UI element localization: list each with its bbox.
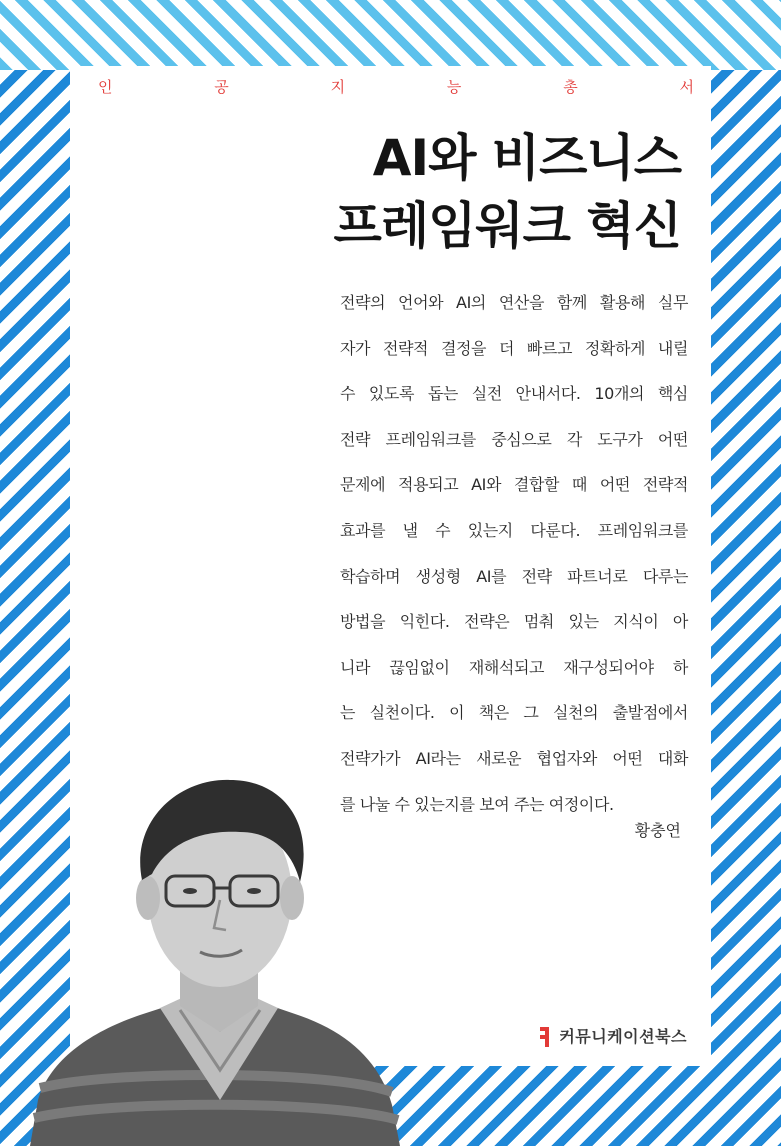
description-line: 니라 끊임없이 재해석되고 재구성되어야 하 bbox=[340, 657, 688, 677]
book-description bbox=[340, 280, 688, 827]
title-line-1: AI와 비즈니스 bbox=[372, 129, 681, 187]
description-line: 자가 전략적 결정을 더 빠르고 정확하게 내릴 bbox=[340, 338, 688, 358]
description-line: 방법을 익힌다. 전략은 멈춰 있는 지식이 아 bbox=[340, 612, 688, 632]
publisher-name: 커뮤니케이션북스 bbox=[559, 1027, 687, 1046]
series-char: 지 bbox=[330, 78, 346, 96]
description-line: 는 실천이다. 이 책은 그 실천의 출발점에서 bbox=[340, 703, 688, 723]
description-line: 전략 프레임워크를 중심으로 각 도구가 어떤 bbox=[340, 429, 688, 449]
book-title bbox=[333, 124, 681, 260]
publisher-logo-icon bbox=[540, 1025, 552, 1047]
description-line: 학습하며 생성형 AI를 전략 파트너로 다루는 bbox=[340, 566, 688, 586]
description-line: 효과를 낼 수 있는지 다룬다. 프레임워크를 bbox=[340, 520, 688, 540]
author-name: 황충연 bbox=[634, 821, 681, 840]
series-char: 인 bbox=[98, 78, 113, 96]
series-label bbox=[98, 76, 694, 97]
description-line: 를 나눌 수 있는지를 보여 주는 여정이다. bbox=[340, 794, 614, 814]
author-portrait bbox=[30, 770, 410, 1146]
title-line-2: 프레임워크 혁신 bbox=[333, 197, 681, 255]
stripe-pattern-top bbox=[0, 0, 781, 70]
series-char: 공 bbox=[214, 78, 229, 96]
description-line: 전략가가 AI라는 새로운 협업자와 어떤 대화 bbox=[340, 748, 688, 768]
description-line: 전략의 언어와 AI의 연산을 함께 활용해 실무 bbox=[340, 293, 688, 312]
publisher-mark bbox=[540, 1024, 687, 1047]
description-line: 수 있도록 돕는 실전 안내서다. 10개의 핵심 bbox=[340, 384, 688, 404]
series-char: 총 bbox=[563, 78, 578, 96]
description-line: 문제에 적용되고 AI와 결합할 때 어떤 전략적 bbox=[340, 475, 688, 495]
series-char: 서 bbox=[679, 78, 694, 96]
series-char: 능 bbox=[446, 78, 462, 96]
